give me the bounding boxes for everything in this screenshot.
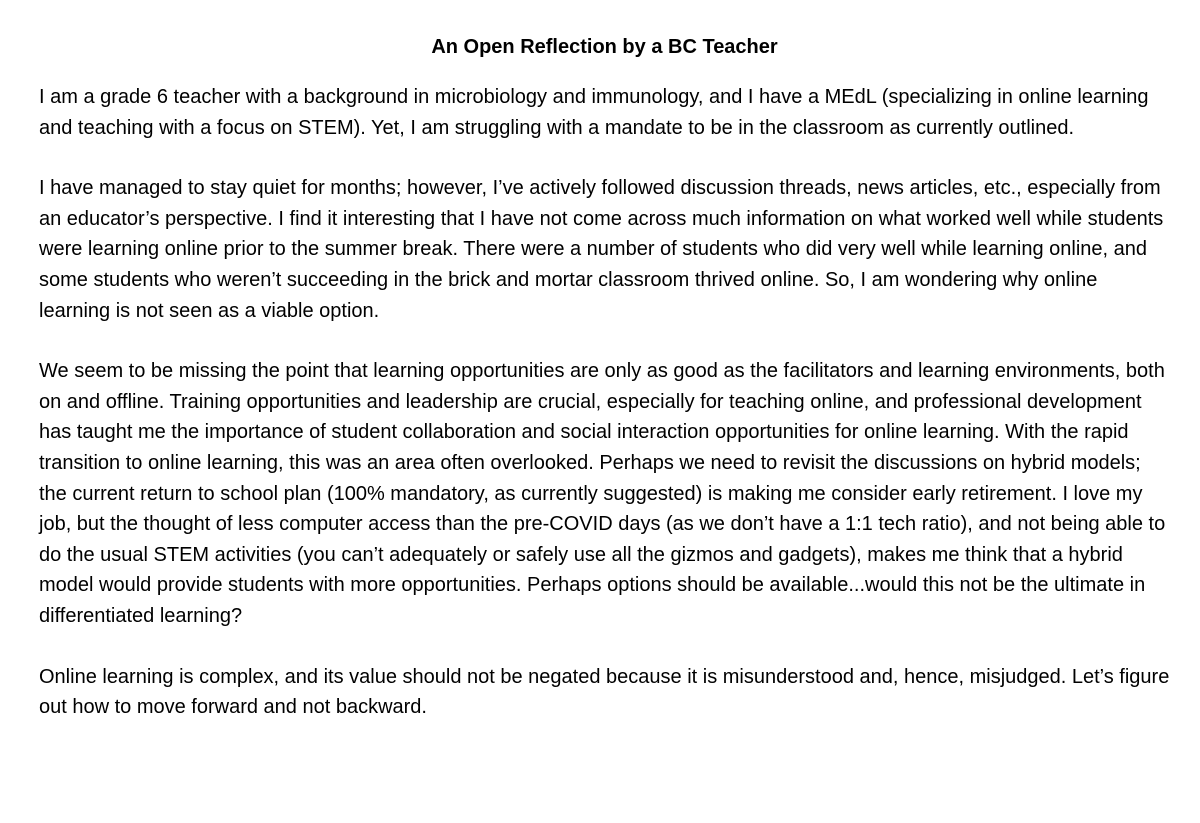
paragraph-online-experience: I have managed to stay quiet for months; however, I’ve actively followed discussion threads, news articles, etc., especially from an educator’s perspective. I find it interesting that I have not come across much information on what worked well while students were learning online prior to the summer break. There were a number of students who did very well while learning online, and some students who weren’t succeeding in the brick and mortar classroom thrived online. So, I am wondering why online learning is not seen as a viable option. [39, 177, 1164, 322]
document-title: An Open Reflection by a BC Teacher [431, 36, 778, 58]
paragraph-conclusion: Online learning is complex, and its value should not be negated because it is misunderstood and, hence, misjudged. Let’s figure out how to move forward and not backward. [39, 665, 1170, 719]
paragraph-hybrid-models: We seem to be missing the point that learning opportunities are only as good as the facilitators and learning environments, both on and offline. Training opportunities and leadership are crucial, especially for teaching online, and professional development has taught me the importance of student collaboration and social interaction opportunities for online learning. With the rapid transition to online learning, this was an area often overlooked. Perhaps we need to revisit the discussions on hybrid models; the current return to school plan (100% mandatory, as currently suggested) is making me consider early retirement. I love my job, but the thought of less computer access than the pre-COVID days (as we don’t have a 1:1 tech ratio), and not being able to do the usual STEM activities (you can’t adequately or safely use all the gizmos and gadgets), makes me think that a hybrid model would provide students with more opportunities. Perhaps options should be available...would this not be the ultimate in differentiated learning? [39, 360, 1166, 627]
paragraph-intro: I am a grade 6 teacher with a background in microbiology and immunology, and I have a MEdL (specializing in online learning and teaching with a focus on STEM). Yet, I am struggling with a mandate to be in the classroom as currently outlined. [39, 86, 1149, 139]
